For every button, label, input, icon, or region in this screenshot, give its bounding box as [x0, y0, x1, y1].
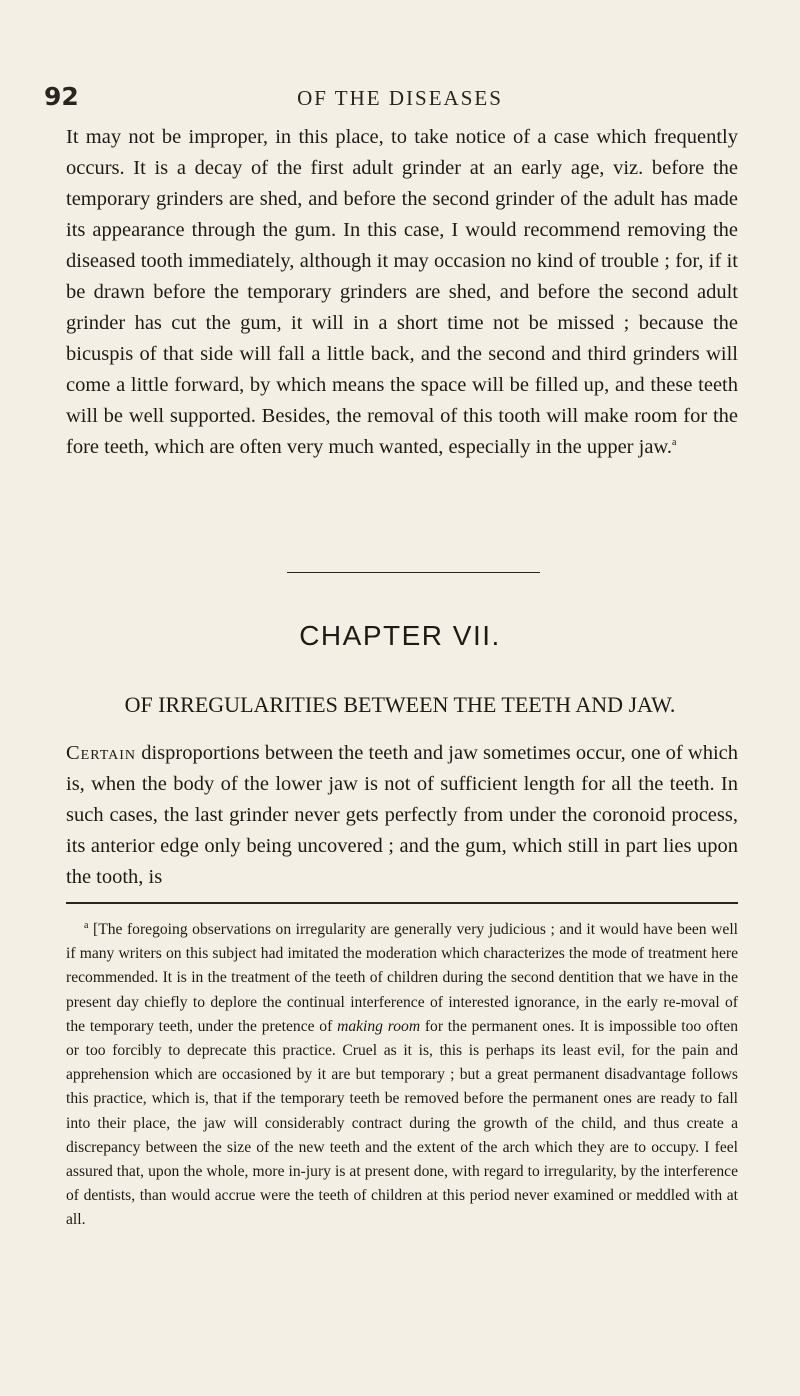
footnote [66, 918, 738, 1233]
section-title: OF IRREGULARITIES BETWEEN THE TEETH AND JAW. [124, 692, 676, 717]
section-divider [287, 572, 540, 573]
body-paragraph-2 [66, 738, 738, 893]
chapter-title: CHAPTER VII. [299, 620, 501, 651]
running-header [0, 82, 800, 112]
paragraph-1-text: It may not be improper, in this place, to take notice of a case which frequently occurs. It is a decay of the first adult grinder at an early age, viz. before the temporary grinders are shed, and before the second grinder of the adult has made its appearance through the gum. In this case, I would recommend removing the diseased tooth immediately, although it may occasion no kind of trouble ; for, if it be drawn before the temporary grinders are shed, and before the second adult grinder has cut the gum, it will in a short time not be missed ; because the bicuspis of that side will fall a little back, and the second and third grinders will come a little forward, by which means the space will be filled up, and these teeth will be well supported. Besides, the removal of this tooth will make room for the fore teeth, which are often very much wanted, especially in the upper jaw. [66, 126, 738, 458]
footnote-text-1: [The foregoing observations on irregularity are generally very judicious ; and it would have been well if many writers on this subject had imitated the moderation which characterizes the mode of treatment here recommended. It is in the treatment of the teeth of children during the second dentition that we have in the present day chiefly to deplore the continual interference of interested ignorance, in the early re-moval of the temporary teeth, under the pretence of [66, 921, 738, 1035]
footnote-reference: a [672, 437, 677, 449]
footnote-italic-phrase: making room [337, 1017, 421, 1035]
page-number: 92 [44, 82, 79, 111]
footnote-marker: a [84, 919, 89, 931]
body-paragraph-1 [66, 122, 738, 463]
footnote-divider [66, 902, 738, 904]
paragraph-2-lead-word: Certain [66, 742, 137, 764]
paragraph-2-text: disproportions between the teeth and jaw sometimes occur, one of which is, when the body of the lower jaw is not of sufficient length for all the teeth. In such cases, the last grinder never gets perfectly from under the coronoid process, its anterior edge only being uncovered ; and the gum, which still in part lies upon the tooth, is [66, 742, 738, 888]
running-title: OF THE DISEASES [297, 86, 503, 110]
footnote-text-2: for the permanent ones. It is impossible too often or too forcibly to deprecate this practice. Cruel as it is, this is perhaps its least evil, for the pain and apprehension which are occasioned by it are but temporary ; but a great permanent disadvantage follows this practice, which is, that if the temporary teeth be removed before the permanent ones are ready to fall into their place, the jaw will considerably contract during the growth of the child, and thus create a discrepancy between the size of the new teeth and the extent of the arch which they are to occupy. I feel assured that, upon the whole, more in-jury is at present done, with regard to irregularity, by the interference of dentists, than would accrue were the teeth of children at this period never examined or meddled with at all. [66, 1017, 738, 1229]
